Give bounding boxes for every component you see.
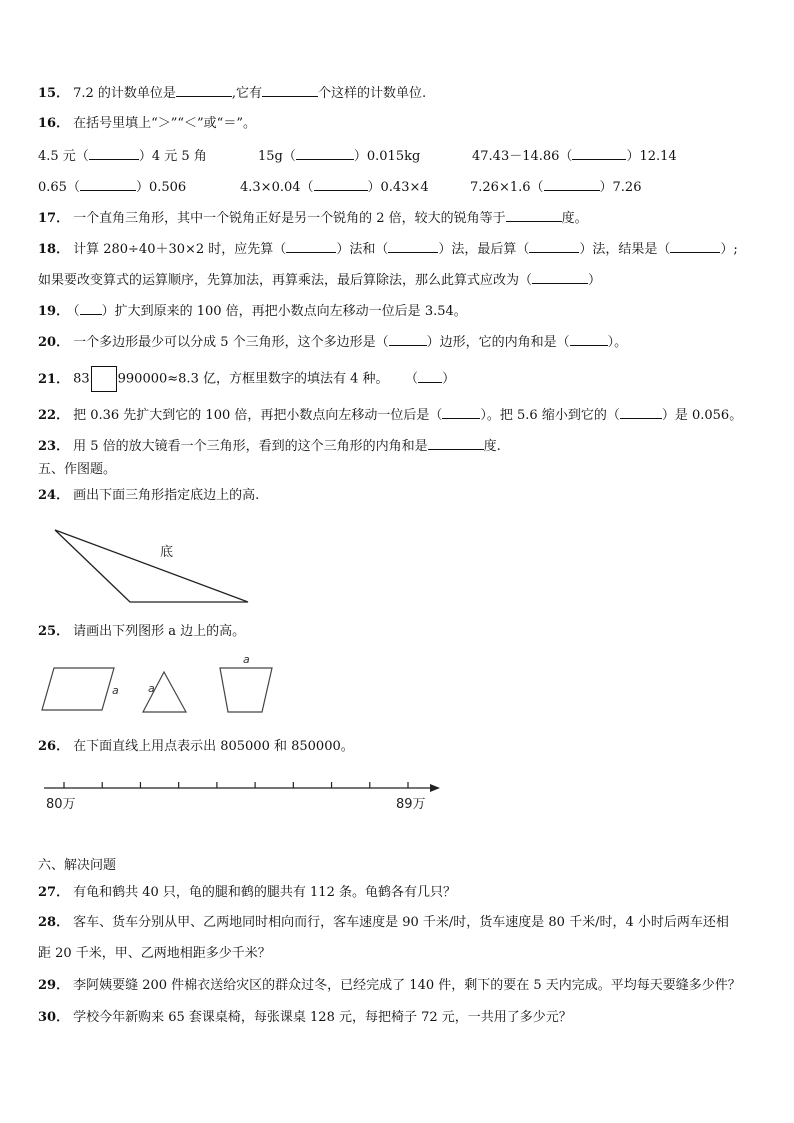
compare-item [258,147,420,165]
section-heading: 五、作图题。 [38,462,117,477]
question-text: 学校今年新购来 65 套课桌椅，每张课桌 128 元，每把椅子 72 元，一共用了多少元？ [73,1010,572,1025]
compare-right: ）4 元 5 角 [138,149,207,164]
trapezoid-shape [220,668,272,712]
number-line [40,776,450,816]
question-text: 度. [483,439,501,454]
compare-left: 4.5 元（ [38,149,89,164]
question-text: 990000≈8.3 亿，方框里数字的填法有 4 种。 [117,371,389,387]
answer-blank[interactable] [670,240,720,253]
side-a-label: a [148,682,155,695]
judge-paren-open: （ [405,371,419,387]
question-text: 在括号里填上“＞”“＜”或“＝”。 [73,116,256,131]
number-line-right-label: 89万 [396,797,426,812]
compare-item [472,147,677,165]
question-text: ）。 [607,335,628,350]
question-number: 15． [38,86,70,101]
question-text: 83 [73,371,90,387]
compare-item [470,178,641,196]
answer-blank[interactable] [89,147,139,160]
question-text: 在下面直线上用点表示出 805000 和 850000。 [73,739,354,754]
answer-blank[interactable] [80,302,102,315]
question-text: 请画出下列图形 a 边上的高。 [73,624,246,639]
question-15 [38,84,426,102]
question-text: 把 0.36 先扩大到它的 100 倍，再把小数点向左移动一位后是（ [73,408,443,423]
question-number: 25． [38,624,70,639]
answer-blank[interactable] [544,178,600,191]
answer-blank[interactable] [314,178,368,191]
question-text: ,它有 [231,86,263,101]
compare-right: ）7.26 [599,180,642,195]
question-number: 26． [38,739,70,754]
question-text: 李阿姨要缝 200 件棉衣送给灾区的群众过冬，已经完成了 140 件，剩下的要在 5 天内完成。平均每天要缝多少件？ [73,978,741,993]
question-text: ） [588,273,602,288]
triangle-shape [55,530,248,602]
question-21 [38,366,455,392]
answer-blank[interactable] [389,333,427,346]
question-text: 用 5 倍的放大镜看一个三角形，看到的这个三角形的内角和是 [73,439,428,454]
question-28-continued [38,946,271,962]
question-number: 29． [38,978,70,993]
shapes-figure [40,652,290,718]
question-text: ）是 0.056。 [661,408,743,423]
compare-item [38,147,207,165]
answer-blank[interactable] [176,84,232,97]
compare-left: 4.3×0.04（ [240,180,314,195]
answer-blank[interactable] [388,240,438,253]
question-text: 个这样的计数单位. [318,86,427,101]
question-24 [38,488,259,504]
answer-blank[interactable] [428,437,484,450]
answer-blank[interactable] [572,147,626,160]
answer-blank[interactable] [570,333,608,346]
answer-blank[interactable] [506,209,562,222]
question-text: 一个多边形最少可以分成 5 个三角形，这个多边形是（ [73,335,389,350]
section-heading: 六、解决问题 [38,858,117,873]
judge-paren-close: ） [442,371,456,387]
answer-blank[interactable] [418,370,442,383]
answer-blank[interactable] [296,147,354,160]
question-text: （ [73,304,80,319]
question-18 [38,240,738,258]
compare-left: 0.65（ [38,180,80,195]
compare-right: ）0.43×4 [367,180,429,195]
question-number: 28． [38,915,70,930]
question-text: ）法和（ [336,242,389,257]
question-text: ）; [720,242,738,257]
question-25 [38,624,245,640]
question-18-continued [38,271,601,289]
compare-left: 15g（ [258,149,296,164]
answer-blank[interactable] [442,406,480,419]
compare-right: ）0.015kg [353,149,421,164]
base-label: 底 [160,545,174,560]
question-29 [38,978,741,994]
question-text: 画出下面三角形指定底边上的高. [73,488,260,503]
question-text: 一个直角三角形，其中一个锐角正好是另一个锐角的 2 倍，较大的锐角等于 [73,211,506,226]
question-number: 16． [38,116,70,131]
compare-item [38,178,186,196]
question-text: ）法，最后算（ [438,242,530,257]
answer-blank[interactable] [262,84,318,97]
question-number: 21． [38,371,70,387]
question-text: 7.2 的计数单位是 [73,86,176,101]
question-19 [38,302,467,320]
question-number: 18． [38,242,70,257]
answer-blank[interactable] [620,406,662,419]
parallelogram-shape [42,668,114,710]
question-23 [38,437,501,455]
question-number: 19． [38,304,70,319]
question-number: 17． [38,211,70,226]
question-text: 距 20 千米，甲、乙两地相距多少千米？ [38,946,271,961]
question-number: 22． [38,408,70,423]
question-text: ）边形，它的内角和是（ [426,335,570,350]
question-number: 23． [38,439,70,454]
compare-left: 47.43－14.86（ [472,149,573,164]
answer-blank[interactable] [286,240,336,253]
question-text: 客车、货车分别从甲、乙两地同时相向而行，客车速度是 90 千米/时，货车速度是 80 千米/时，4 小时后两车还相 [73,915,729,930]
compare-left: 7.26×1.6（ [470,180,544,195]
answer-blank[interactable] [80,178,136,191]
question-16 [38,116,256,132]
question-20 [38,333,627,351]
question-17 [38,209,588,227]
answer-blank[interactable] [529,240,579,253]
compare-right: ）12.14 [626,149,677,164]
question-text: ）扩大到原来的 100 倍，再把小数点向左移动一位后是 3.54。 [101,304,467,319]
compare-right: ）0.506 [135,180,187,195]
question-28 [38,915,729,931]
compare-item [240,178,429,196]
question-30 [38,1010,572,1026]
number-line-left-label: 80万 [46,797,76,812]
question-text: 度。 [561,211,588,226]
question-text: ）法，结果是（ [579,242,671,257]
question-26 [38,739,354,755]
digit-box[interactable] [91,366,117,392]
question-27 [38,885,456,901]
question-number: 24． [38,488,70,503]
question-number: 20． [38,335,70,350]
question-number: 27． [38,885,70,900]
question-22 [38,406,742,424]
answer-blank[interactable] [532,271,588,284]
arrow-head-icon [430,784,440,792]
side-a-label: a [112,684,119,697]
question-text: 如果要改变算式的运算顺序，先算加法，再算乘法，最后算除法，那么此算式应改为（ [38,273,533,288]
triangle-figure [40,520,260,610]
question-text: 计算 280÷40＋30×2 时，应先算（ [73,242,287,257]
side-a-label: a [243,653,250,666]
question-text: 有龟和鹤共 40 只，龟的腿和鹤的腿共有 112 条。龟鹤各有几只？ [73,885,456,900]
number-line-ticks [64,782,408,788]
question-number: 30． [38,1010,70,1025]
question-text: ）。把 5.6 缩小到它的（ [480,408,620,423]
